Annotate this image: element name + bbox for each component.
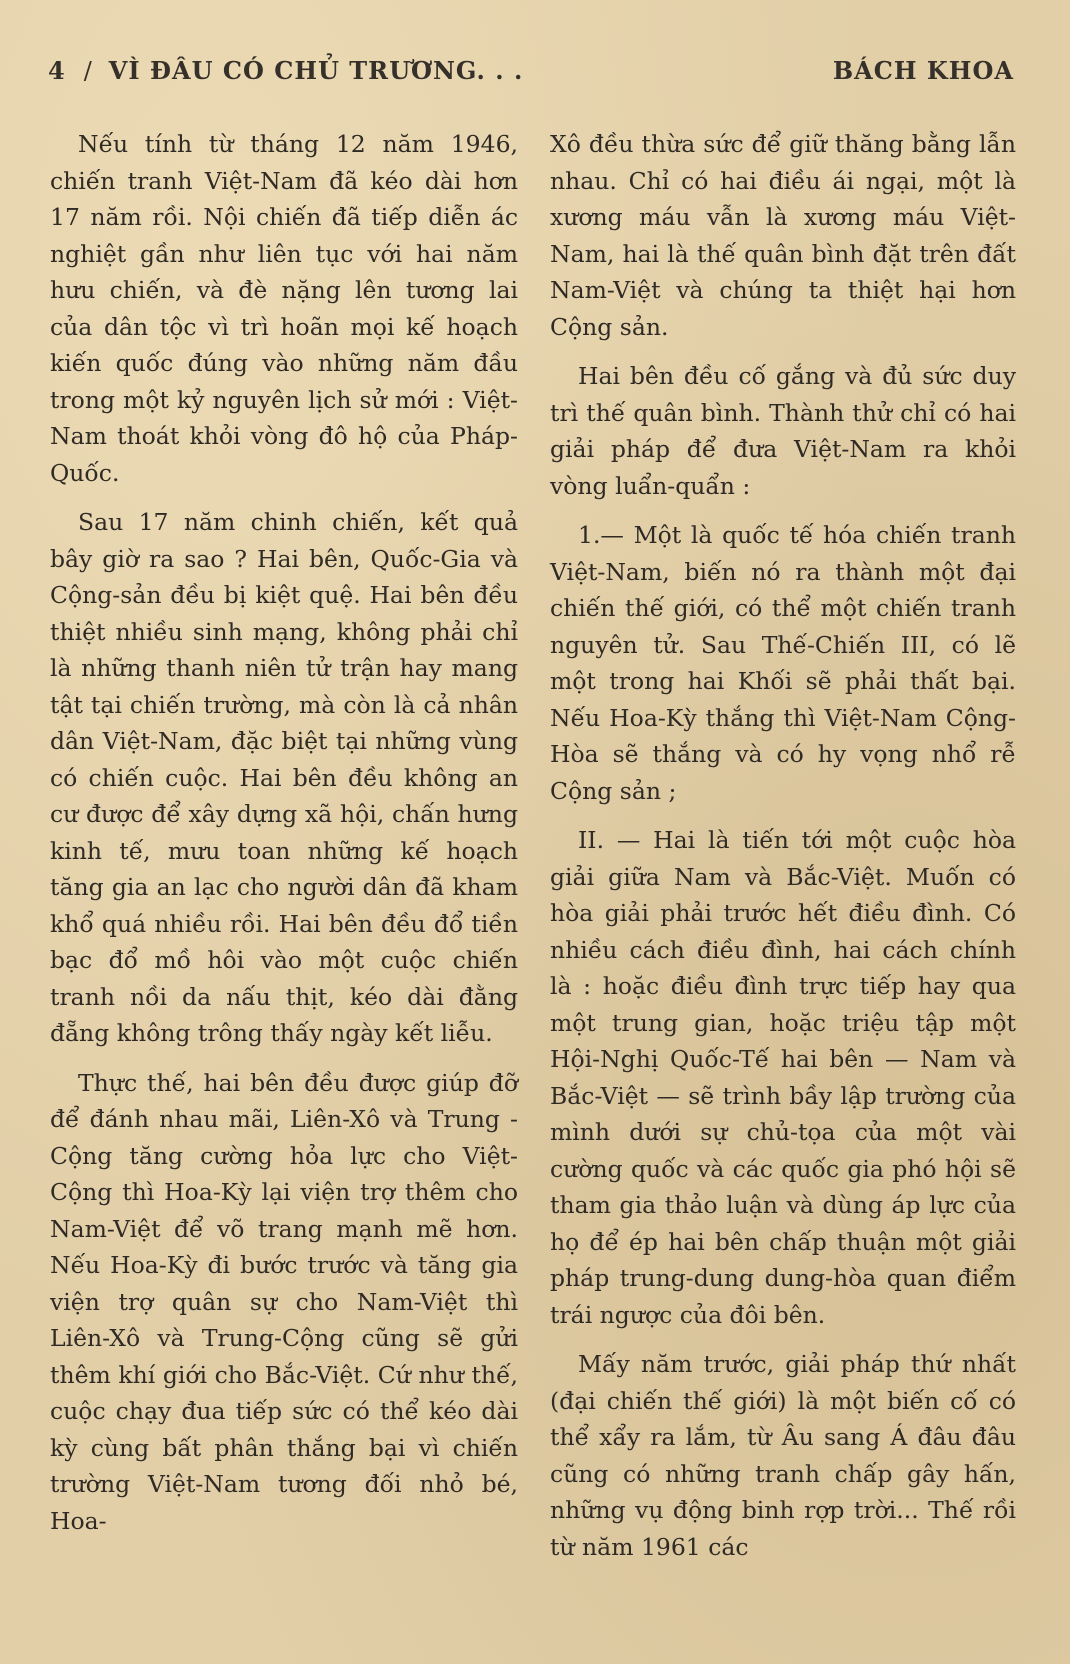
solution-item-2: II. — Hai là tiến tới một cuộc hòa giải giữa Nam và Bắc-Việt. Muốn có hòa giải phải trước hết điều đình. Có nhiều cách điều đình, hai cách chính là : hoặc điều đình trực tiếp hay qua một trung gian, hoặc triệu tập một Hội-Nghị Quốc-Tế hai bên — Nam và Bắc-Việt — sẽ trình bầy lập trường của mình dưới sự chủ-tọa của một vài cường quốc và các quốc gia phó hội sẽ tham gia thảo luận và dùng áp lực của họ để ép hai bên chấp thuận một giải pháp trung-dung dung-hòa quan điểm trái ngược của đôi bên. [550,826,1016,1329]
paragraph: Nếu tính từ tháng 12 năm 1946, chiến tranh Việt-Nam đã kéo dài hơn 17 năm rồi. Nội chiến đã tiếp diễn ác nghiệt gần như liên tục với hai năm hưu chiến, và đè nặng lên tương lai của dân tộc vì trì hoãn mọi kế hoạch kiến quốc đúng vào những năm đầu trong một kỷ nguyên lịch sử mới : Việt-Nam thoát khỏi vòng đô hộ của Pháp-Quốc. [50,130,518,487]
header-separator: / [83,57,93,85]
right-column [550,126,1016,1578]
left-column [50,126,518,1552]
paragraph-continuation: Xô đều thừa sức để giữ thăng bằng lẫn nhau. Chỉ có hai điều ái ngại, một là xương máu vẫn là xương máu Việt-Nam, hai là thế quân bình đặt trên đất Nam-Việt và chúng ta thiệt hại hơn Cộng sản. [550,130,1016,341]
solution-item-1: 1.— Một là quốc tế hóa chiến tranh Việt-Nam, biến nó ra thành một đại chiến thế giới, có thể một chiến tranh nguyên tử. Sau Thế-Chiến III, có lẽ một trong hai Khối sẽ phải thất bại. Nếu Hoa-Kỳ thắng thì Việt-Nam Cộng-Hòa sẽ thắng và có hy vọng nhổ rễ Cộng sản ; [550,521,1016,805]
running-head [48,56,1014,96]
publication-name: BÁCH KHOA [832,56,1014,85]
paragraph: Hai bên đều cố gắng và đủ sức duy trì thế quân bình. Thành thử chỉ có hai giải pháp để đưa Việt-Nam ra khỏi vòng luẩn-quẩn : [550,362,1016,500]
running-head-left [48,56,523,85]
section-title: VÌ ĐÂU CÓ CHỦ TRƯƠNG. . . [108,56,524,85]
page-number: 4 [48,56,66,85]
paragraph: Sau 17 năm chinh chiến, kết quả bây giờ ra sao ? Hai bên, Quốc-Gia và Cộng-sản đều bị kiệt quệ. Hai bên đều thiệt nhiều sinh mạng, không phải chỉ là những thanh niên tử trận hay mang tật tại chiến trường, mà còn là cả nhân dân Việt-Nam, đặc biệt tại những vùng có chiến cuộc. Hai bên đều không an cư được để xây dựng xã hội, chấn hưng kinh tế, mưu toan những kế hoạch tăng gia an lạc cho người dân đã kham khổ quá nhiều rồi. Hai bên đều đổ tiền bạc đổ mồ hôi vào một cuộc chiến tranh nồi da nấu thịt, kéo dài đằng đẵng không trông thấy ngày kết liễu. [50,508,518,1047]
paragraph: Thực thế, hai bên đều được giúp đỡ để đánh nhau mãi, Liên-Xô và Trung - Cộng tăng cường hỏa lực cho Việt-Cộng thì Hoa-Kỳ lại viện trợ thêm cho Nam-Việt để võ trang mạnh mẽ hơn. Nếu Hoa-Kỳ đi bước trước và tăng gia viện trợ quân sự cho Nam-Việt thì Liên-Xô và Trung-Cộng cũng sẽ gửi thêm khí giới cho Bắc-Việt. Cứ như thế, cuộc chạy đua tiếp sức có thể kéo dài kỳ cùng bất phân thắng bại vì chiến trường Việt-Nam tương đối nhỏ bé, Hoa- [50,1068,518,1535]
paragraph: Mấy năm trước, giải pháp thứ nhất (đại chiến thế giới) là một biến cố có thể xẩy ra lắm, từ Âu sang Á đâu đâu cũng có những tranh chấp gây hấn, những vụ động binh rợp trời... Thế rồi từ năm 1961 các [550,1350,1016,1561]
